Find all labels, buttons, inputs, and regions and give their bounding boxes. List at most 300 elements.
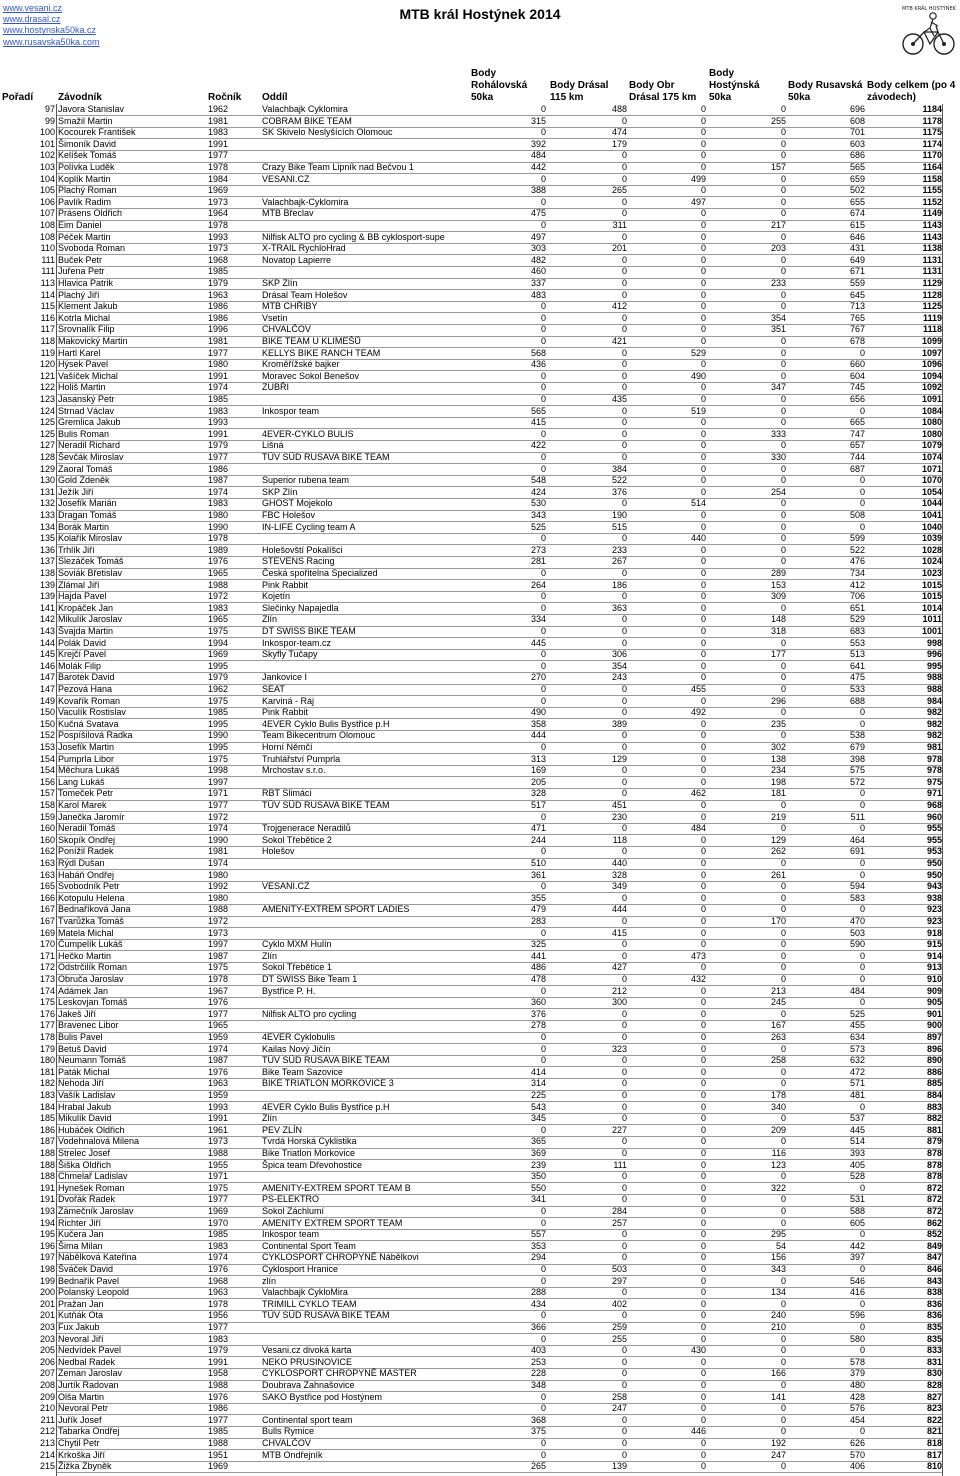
cell-rusavska: 671	[849, 266, 865, 277]
cell-rank: 191	[39, 1194, 55, 1205]
cell-year: 1972	[208, 591, 229, 602]
cell-club: TRIMILL CYKLO TEAM	[262, 1298, 357, 1309]
cell-total: 1015	[921, 579, 942, 590]
cell-club: VESANI.CZ	[262, 881, 310, 892]
cell-obr-drasal: 0	[700, 1124, 706, 1135]
cell-drasal: 0	[621, 440, 627, 451]
cell-rusavska: 472	[849, 1066, 865, 1077]
cell-obr-drasal: 0	[700, 1275, 706, 1286]
cell-drasal: 267	[611, 556, 627, 567]
cell-drasal: 503	[611, 1264, 627, 1274]
cell-hostynska: 198	[770, 776, 786, 787]
cell-drasal: 0	[621, 939, 627, 950]
cell-drasal: 284	[611, 1206, 627, 1216]
cell-total: 818	[926, 1438, 942, 1448]
cell-rank: 172	[39, 962, 55, 973]
link-hostynska[interactable]: www.hostynska50ka.cz	[3, 25, 97, 36]
table-row	[0, 1194, 960, 1206]
cell-total: 953	[926, 846, 942, 857]
cell-hostynska: 0	[780, 1043, 786, 1054]
cell-club: AMENITY-EXTREM SPORT LADIES	[262, 904, 410, 915]
cell-rank: 146	[39, 660, 55, 671]
cell-rusavska: 0	[859, 997, 865, 1008]
link-vesani[interactable]: www.vesani.cz	[3, 3, 63, 13]
cell-rohalovska: 0	[540, 1055, 546, 1066]
table-row	[0, 208, 960, 220]
table-row	[0, 765, 960, 777]
cell-rusavska: 603	[849, 138, 865, 149]
cell-drasal: 0	[621, 405, 627, 416]
cell-rohalovska: 353	[530, 1240, 546, 1251]
cell-club: CHVALČOV	[262, 324, 311, 335]
cell-rank: 197	[39, 1252, 55, 1263]
cell-drasal: 0	[621, 950, 627, 961]
cell-total: 975	[926, 776, 942, 787]
cell-rusavska: 713	[849, 301, 865, 312]
cell-hostynska: 0	[780, 533, 786, 544]
cell-rohalovska: 225	[530, 1090, 546, 1100]
cell-hostynska: 0	[780, 370, 786, 381]
cell-obr-drasal: 430	[690, 1345, 706, 1356]
cell-rank: 154	[39, 765, 55, 776]
cell-club: AMENITY-EXTREM SPORT TEAM B	[262, 1182, 411, 1193]
cell-rider: Zeman Jaroslav	[58, 1368, 123, 1379]
table-row	[0, 301, 960, 313]
cell-rusavska: 0	[859, 1298, 865, 1309]
cell-rank: 199	[39, 1275, 55, 1286]
cell-obr-drasal: 0	[700, 869, 706, 880]
cell-total: 836	[926, 1298, 942, 1309]
cell-rusavska: 538	[849, 730, 865, 741]
cell-hostynska: 0	[780, 823, 786, 834]
cell-rusavska: 660	[849, 359, 865, 370]
cell-rohalovska: 264	[530, 579, 546, 590]
cell-total: 1158	[922, 173, 942, 184]
cell-rohalovska: 0	[540, 742, 546, 752]
cell-rider: Krejčí Pavel	[58, 649, 107, 660]
table-row	[0, 464, 960, 476]
cell-total: 1097	[921, 347, 942, 358]
cell-rohalovska: 0	[540, 1403, 546, 1414]
cell-rank: 118	[40, 336, 55, 346]
cell-rohalovska: 444	[530, 730, 546, 741]
cell-year: 1977	[208, 150, 229, 161]
cell-year: 1983	[208, 405, 229, 416]
cell-year: 1976	[208, 1066, 229, 1077]
cell-total: 835	[926, 1322, 942, 1332]
table-row	[0, 510, 960, 522]
table-row	[0, 986, 960, 998]
cell-rider: Lang Lukáš	[58, 776, 105, 787]
cell-club: Inkospor-team.cz	[262, 637, 332, 648]
cell-club: Team Bikecentrum Olomouc	[262, 730, 376, 741]
cell-drasal: 0	[621, 1136, 627, 1147]
cell-rusavska: 0	[859, 475, 865, 486]
cell-rusavska: 0	[859, 1182, 865, 1193]
cell-rusavska: 657	[849, 440, 865, 451]
cell-rusavska: 0	[859, 823, 865, 834]
cell-drasal: 0	[621, 278, 627, 288]
table-row	[0, 498, 960, 510]
cell-rusavska: 405	[849, 1159, 865, 1170]
cell-rider: Prásens Oldřich	[58, 208, 123, 219]
cell-drasal: 0	[621, 695, 627, 706]
cell-hostynska: 0	[780, 730, 786, 741]
cell-hostynska: 0	[780, 1345, 786, 1356]
cell-rank: 183	[39, 1090, 55, 1100]
cell-rusavska: 656	[849, 394, 865, 404]
table-row	[0, 139, 960, 151]
cell-rider: Koplík Martin	[58, 173, 111, 184]
cell-rider: Tvarůžka Tomáš	[58, 916, 124, 926]
cell-obr-drasal: 0	[700, 452, 706, 462]
cell-rohalovska: 0	[540, 626, 546, 636]
cell-year: 1980	[208, 869, 229, 880]
cell-total: 1125	[922, 301, 942, 312]
cell-rusavska: 674	[849, 208, 865, 219]
cell-drasal: 0	[621, 1380, 627, 1390]
cell-obr-drasal: 0	[700, 1101, 706, 1112]
cell-rider: Hubáček Oldřich	[58, 1124, 125, 1135]
cell-hostynska: 240	[770, 1310, 786, 1321]
cell-rider: Leskovjan Tomáš	[58, 997, 128, 1008]
cell-rusavska: 588	[849, 1206, 865, 1216]
cell-rider: Nábělková Kateřina	[58, 1252, 137, 1263]
cell-club: Crazy Bike Team Lipník nad Bečvou 1	[262, 162, 414, 172]
cell-rider: Richter Jiří	[58, 1217, 102, 1228]
cell-obr-drasal: 0	[700, 510, 706, 520]
cell-rank: 162	[39, 846, 55, 857]
cell-total: 1024	[921, 556, 942, 567]
cell-year: 1985	[208, 1426, 229, 1437]
cell-drasal: 0	[621, 823, 627, 834]
cell-rider: Josefík Martin	[58, 742, 115, 752]
table-row	[0, 278, 960, 290]
cell-total: 1128	[922, 289, 942, 300]
cell-obr-drasal: 0	[700, 359, 706, 370]
cell-year: 1988	[208, 579, 229, 590]
cell-rohalovska: 0	[540, 811, 546, 822]
table-row	[0, 788, 960, 800]
cell-year: 1981	[208, 846, 229, 857]
cell-rusavska: 0	[859, 858, 865, 868]
cell-hostynska: 0	[780, 602, 786, 613]
cell-rank: 127	[39, 440, 55, 451]
cell-total: 1044	[921, 498, 942, 509]
cell-rank: 196	[39, 1240, 55, 1251]
cell-year: 1974	[208, 382, 229, 393]
cell-total: 910	[926, 974, 942, 984]
cell-obr-drasal: 0	[700, 1287, 706, 1298]
cell-rank: 215	[39, 1461, 55, 1472]
cell-drasal: 0	[621, 289, 627, 300]
cell-rider: Obruča Jaroslav	[58, 974, 124, 984]
cell-total: 849	[926, 1240, 942, 1251]
cell-rusavska: 513	[849, 649, 865, 660]
table-row	[0, 1415, 960, 1427]
cell-obr-drasal: 0	[700, 695, 706, 706]
cell-drasal: 0	[621, 1310, 627, 1321]
cell-obr-drasal: 0	[700, 463, 706, 474]
cell-hostynska: 262	[770, 846, 786, 857]
cell-drasal: 0	[621, 730, 627, 741]
cell-year: 1991	[208, 1356, 229, 1367]
cell-total: 879	[926, 1136, 942, 1147]
cell-drasal: 0	[621, 359, 627, 370]
table-row	[0, 684, 960, 696]
cell-rohalovska: 281	[530, 556, 546, 567]
cell-year: 1968	[208, 254, 229, 265]
cell-drasal: 247	[611, 1403, 627, 1414]
cell-drasal: 0	[621, 231, 627, 242]
cell-hostynska: 247	[770, 1449, 786, 1460]
cell-drasal: 0	[621, 196, 627, 207]
cell-drasal: 384	[611, 463, 627, 474]
cell-hostynska: 0	[780, 173, 786, 184]
cell-year: 1959	[208, 1032, 229, 1042]
cell-drasal: 111	[613, 1159, 627, 1170]
cell-year: 1987	[208, 1055, 229, 1066]
cell-rusavska: 470	[849, 916, 865, 926]
cell-rusavska: 531	[849, 1194, 865, 1205]
cell-rank: 163	[39, 869, 55, 880]
cell-rusavska: 484	[849, 985, 865, 996]
cell-drasal: 402	[611, 1298, 627, 1309]
link-drasal[interactable]: www.drasal.cz	[3, 14, 61, 25]
cell-total: 1149	[922, 208, 942, 219]
cell-rusavska: 645	[849, 289, 865, 300]
table-row	[0, 475, 960, 487]
cell-drasal: 0	[621, 382, 627, 393]
cell-obr-drasal: 0	[700, 1078, 706, 1089]
cell-obr-drasal: 0	[700, 800, 706, 810]
cell-year: 1974	[208, 486, 229, 497]
cell-rider: Dragan Tomáš	[58, 510, 117, 520]
cell-year: 1969	[208, 1461, 229, 1472]
cell-rider: Kotopulu Helena	[58, 892, 125, 903]
cell-year: 1974	[208, 858, 229, 868]
cell-rohalovska: 355	[530, 892, 546, 903]
cell-club: Valachbajk-Cyklomira	[262, 196, 349, 207]
cell-total: 955	[926, 834, 942, 845]
cell-rank: 97	[44, 104, 55, 114]
cell-total: 821	[926, 1426, 942, 1437]
cell-drasal: 444	[611, 904, 627, 915]
cell-obr-drasal: 0	[700, 1252, 706, 1263]
table-row	[0, 614, 960, 626]
cell-rohalovska: 288	[530, 1287, 546, 1298]
cell-obr-drasal: 0	[700, 811, 706, 822]
cell-total: 1023	[921, 568, 942, 578]
cell-rider: Svoboda Roman	[58, 243, 126, 254]
cell-rusavska: 0	[859, 1345, 865, 1356]
cell-rank: 213	[39, 1438, 55, 1448]
cell-club: X-TRAIL RychloHrad	[262, 243, 346, 254]
cell-rider: Trhlík Jiří	[58, 544, 95, 555]
cell-year: 1964	[208, 208, 229, 219]
link-rusavska[interactable]: www.rusavska50ka.com	[3, 36, 100, 47]
table-row	[0, 1020, 960, 1032]
cell-rider: Tomeček Petr	[58, 788, 114, 799]
cell-total: 988	[926, 684, 942, 694]
cell-rohalovska: 283	[530, 916, 546, 926]
cell-hostynska: 0	[780, 347, 786, 358]
cell-rohalovska: 343	[530, 510, 546, 520]
cell-rider: Kučera Jan	[58, 1229, 104, 1240]
table-row	[0, 939, 960, 951]
cell-drasal: 474	[611, 127, 627, 138]
cell-hostynska: 181	[770, 788, 786, 799]
cell-obr-drasal: 0	[700, 591, 706, 602]
cell-rusavska: 765	[849, 312, 865, 323]
cell-rank: 123	[39, 394, 55, 404]
cell-rohalovska: 0	[540, 1264, 546, 1274]
cell-hostynska: 116	[771, 1148, 786, 1158]
cell-obr-drasal: 529	[690, 347, 706, 358]
cell-obr-drasal: 0	[700, 1322, 706, 1332]
cell-obr-drasal: 455	[690, 684, 706, 694]
cell-obr-drasal: 0	[700, 417, 706, 428]
cell-rohalovska: 388	[530, 185, 546, 196]
cell-rider: Vodehnalová Milena	[58, 1136, 140, 1147]
cell-rider: Paták Michal	[58, 1066, 110, 1077]
cell-rank: 191	[39, 1182, 55, 1193]
table-row	[0, 197, 960, 209]
cell-rank: 201	[39, 1298, 55, 1309]
cell-total: 1184	[922, 104, 942, 114]
cell-year: 1979	[208, 278, 229, 288]
cell-hostynska: 0	[780, 1136, 786, 1147]
cell-drasal: 0	[621, 1032, 627, 1042]
table-row	[0, 997, 960, 1009]
table-row	[0, 545, 960, 557]
cell-drasal: 0	[621, 1113, 627, 1124]
table-row	[0, 1426, 960, 1438]
cell-rusavska: 0	[859, 1264, 865, 1274]
cell-total: 943	[926, 881, 942, 892]
cell-drasal: 311	[612, 220, 627, 230]
cell-rider: Slezáček Tomáš	[58, 556, 124, 567]
cell-rank: 100	[39, 127, 55, 138]
cell-hostynska: 0	[780, 231, 786, 242]
cell-rusavska: 744	[849, 452, 865, 462]
cell-rank: 111	[41, 266, 55, 277]
cell-year: 1963	[208, 1078, 229, 1089]
cell-drasal: 129	[611, 753, 627, 764]
cell-total: 1094	[921, 370, 942, 381]
cell-rohalovska: 0	[540, 127, 546, 138]
cell-rusavska: 508	[849, 510, 865, 520]
cell-rank: 174	[39, 985, 55, 996]
table-row	[0, 672, 960, 684]
cell-year: 1962	[208, 684, 229, 694]
cell-total: 981	[926, 742, 942, 752]
cell-total: 1099	[921, 336, 942, 346]
cell-year: 1979	[208, 672, 229, 683]
mtb-cyclist-logo	[900, 2, 958, 58]
cell-hostynska: 263	[770, 1032, 786, 1042]
cell-total: 1071	[921, 463, 942, 474]
cell-total: 885	[926, 1078, 942, 1089]
cell-rohalovska: 0	[540, 463, 546, 474]
cell-total: 1174	[922, 138, 942, 149]
cell-rusavska: 0	[859, 869, 865, 880]
cell-obr-drasal: 0	[700, 602, 706, 613]
cell-obr-drasal: 0	[700, 1194, 706, 1205]
table-row	[0, 1136, 960, 1148]
table-row	[0, 1032, 960, 1044]
cell-rider: Kutňák Ota	[58, 1310, 104, 1321]
cell-rusavska: 0	[859, 1101, 865, 1112]
cell-hostynska: 134	[770, 1287, 786, 1298]
table-row	[0, 1299, 960, 1311]
cell-year: 1983	[208, 602, 229, 613]
cell-rider: Péček Martin	[58, 231, 111, 242]
cell-rider: Vašík Ladislav	[58, 1090, 116, 1100]
cell-club: Bystřice P. H.	[262, 985, 316, 996]
cell-total: 955	[926, 823, 942, 834]
table-row	[0, 777, 960, 789]
table-row	[0, 1171, 960, 1183]
cell-rank: 105	[39, 185, 55, 196]
cell-total: 833	[926, 1345, 942, 1356]
cell-rider: Habáň Ondřej	[58, 869, 115, 880]
cell-rusavska: 559	[849, 278, 865, 288]
cell-total: 838	[926, 1287, 942, 1298]
cell-rusavska: 632	[849, 1055, 865, 1066]
cell-year: 1975	[208, 962, 229, 973]
cell-drasal: 0	[621, 150, 627, 161]
cell-total: 1118	[922, 324, 942, 335]
cell-club: Jankovice I	[262, 672, 308, 683]
cell-rohalovska: 205	[530, 776, 546, 787]
table-row	[0, 1183, 960, 1195]
table-row	[0, 452, 960, 464]
cell-rohalovska: 0	[540, 1275, 546, 1286]
cell-year: 1986	[208, 301, 229, 312]
cell-club: Cyklo MXM Hulín	[262, 939, 332, 950]
cell-rusavska: 0	[859, 904, 865, 915]
cell-obr-drasal: 446	[690, 1426, 706, 1437]
cell-rohalovska: 0	[540, 1310, 546, 1321]
cell-club: Horní Němčí	[262, 742, 313, 752]
cell-rider: Strelec Josef	[58, 1148, 111, 1158]
cell-rank: 188	[39, 1148, 55, 1158]
cell-club: AMENITY EXTREM SPORT TEAM	[262, 1217, 403, 1228]
cell-rank: 111	[41, 254, 55, 265]
table-row	[0, 1252, 960, 1264]
table-row	[0, 1218, 960, 1230]
cell-club: Zlín	[262, 614, 278, 625]
cell-year: 1977	[208, 1194, 229, 1205]
cell-rider: Holiš Martin	[58, 382, 106, 393]
cell-club: DT SWISS Bike Team 1	[262, 974, 358, 984]
cell-total: 843	[926, 1275, 942, 1286]
table-row	[0, 591, 960, 603]
cell-obr-drasal: 497	[690, 196, 706, 207]
cell-rank: 158	[39, 800, 55, 810]
cell-rider: Kocourek František	[58, 127, 136, 138]
table-row	[0, 626, 960, 638]
cell-obr-drasal: 0	[700, 579, 706, 590]
cell-hostynska: 0	[780, 405, 786, 416]
cell-rank: 207	[39, 1368, 55, 1379]
table-row	[0, 1368, 960, 1380]
col-header-rank: Pořadí	[2, 92, 34, 103]
cell-rusavska: 428	[849, 1391, 865, 1402]
cell-total: 886	[926, 1066, 942, 1077]
cell-obr-drasal: 0	[700, 266, 706, 277]
